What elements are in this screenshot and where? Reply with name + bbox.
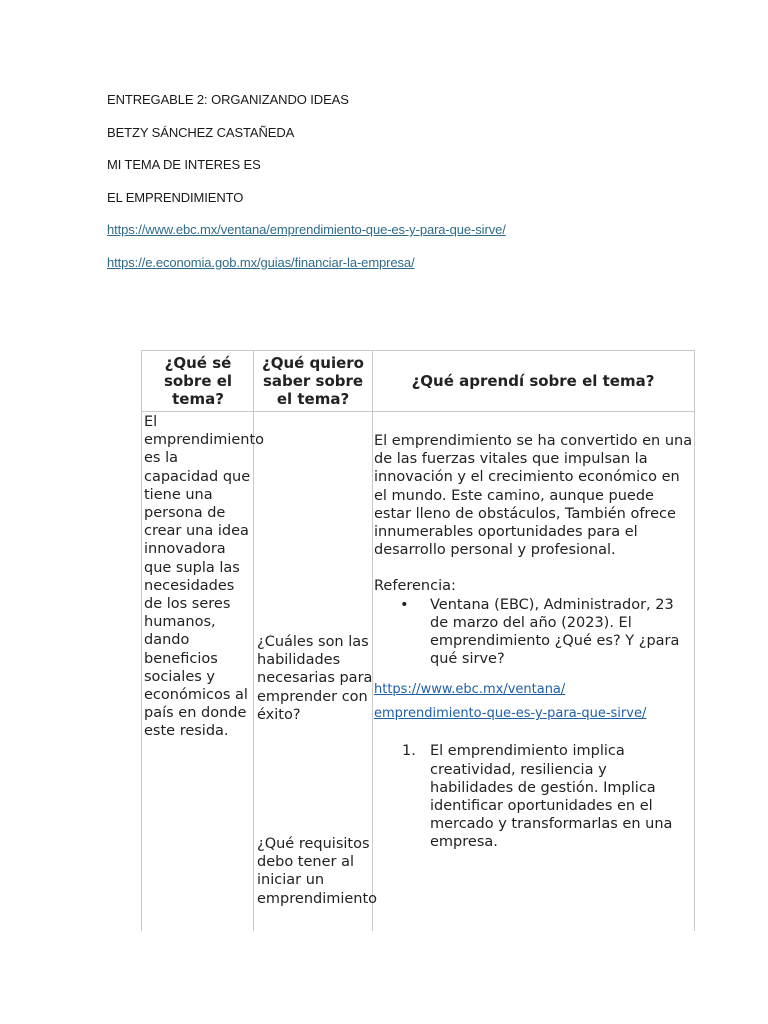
learned-paragraph: El emprendimiento se ha convertido en una de las fuerzas vitales que impulsan la innovación y el crecimiento económico en el mundo. Este camino, aunque puede estar lleno de obstáculos, También ofrece innumerables oportunidades para el desarrollo personal y profesional. xyxy=(374,433,693,559)
deliverable-title: ENTREGABLE 2: ORGANIZANDO IDEAS xyxy=(107,92,349,107)
reference-url-line2[interactable]: emprendimiento-que-es-y-para-que-sirve/ xyxy=(374,706,647,722)
header-que-aprendi: ¿Qué aprendí sobre el tema? xyxy=(411,372,655,390)
header-que-se: ¿Qué sé sobre el tema? xyxy=(163,354,233,408)
reference-label: Referencia: xyxy=(374,578,456,595)
cell-question-habilidades: ¿Cuáles son las habilidades necesarias para emprender con éxito? xyxy=(257,634,373,723)
header-que-quiero-saber: ¿Qué quiero saber sobre el tema? xyxy=(262,354,364,408)
reference-list xyxy=(374,596,694,669)
cell-que-aprendi xyxy=(374,432,694,852)
document-header xyxy=(107,92,707,287)
list-item xyxy=(400,596,694,669)
bullet-icon: • xyxy=(400,596,409,613)
learned-list xyxy=(374,742,694,851)
reference-url xyxy=(374,678,694,726)
list-item xyxy=(374,742,694,851)
learned-point-1: El emprendimiento implica creatividad, resiliencia y habilidades de gestión. Implica identificar oportunidades en el mercado y transformarlas en una empresa. xyxy=(430,743,673,851)
reference-link-economia[interactable]: https://e.economia.gob.mx/guias/financiar-la-empresa/ xyxy=(107,254,415,270)
cell-que-se: El emprendimiento es la capacidad que tiene una persona de crear una idea innovadora que supla las necesidades de los seres humanos, dando beneficios sociales y económicos al país en donde este resida. xyxy=(144,414,265,740)
author-name: BETZY SÁNCHEZ CASTAÑEDA xyxy=(107,124,295,140)
kwl-table xyxy=(141,350,695,931)
cell-question-requisitos: ¿Qué requisitos debo tener al iniciar un emprendimiento xyxy=(257,836,378,907)
reference-link-ebc[interactable]: https://www.ebc.mx/ventana/emprendimiento-que-es-y-para-que-sirve/ xyxy=(107,222,506,237)
topic-name: EL EMPRENDIMIENTO xyxy=(107,189,244,205)
list-number: 1. xyxy=(402,743,416,760)
reference-url-line1[interactable]: https://www.ebc.mx/ventana/ xyxy=(374,682,566,698)
reference-citation: Ventana (EBC), Administrador, 23 de marzo del año (2023). El emprendimiento ¿Qué es? Y ¿para qué sirve? xyxy=(430,596,680,668)
topic-intro: MI TEMA DE INTERES ES xyxy=(107,157,261,172)
